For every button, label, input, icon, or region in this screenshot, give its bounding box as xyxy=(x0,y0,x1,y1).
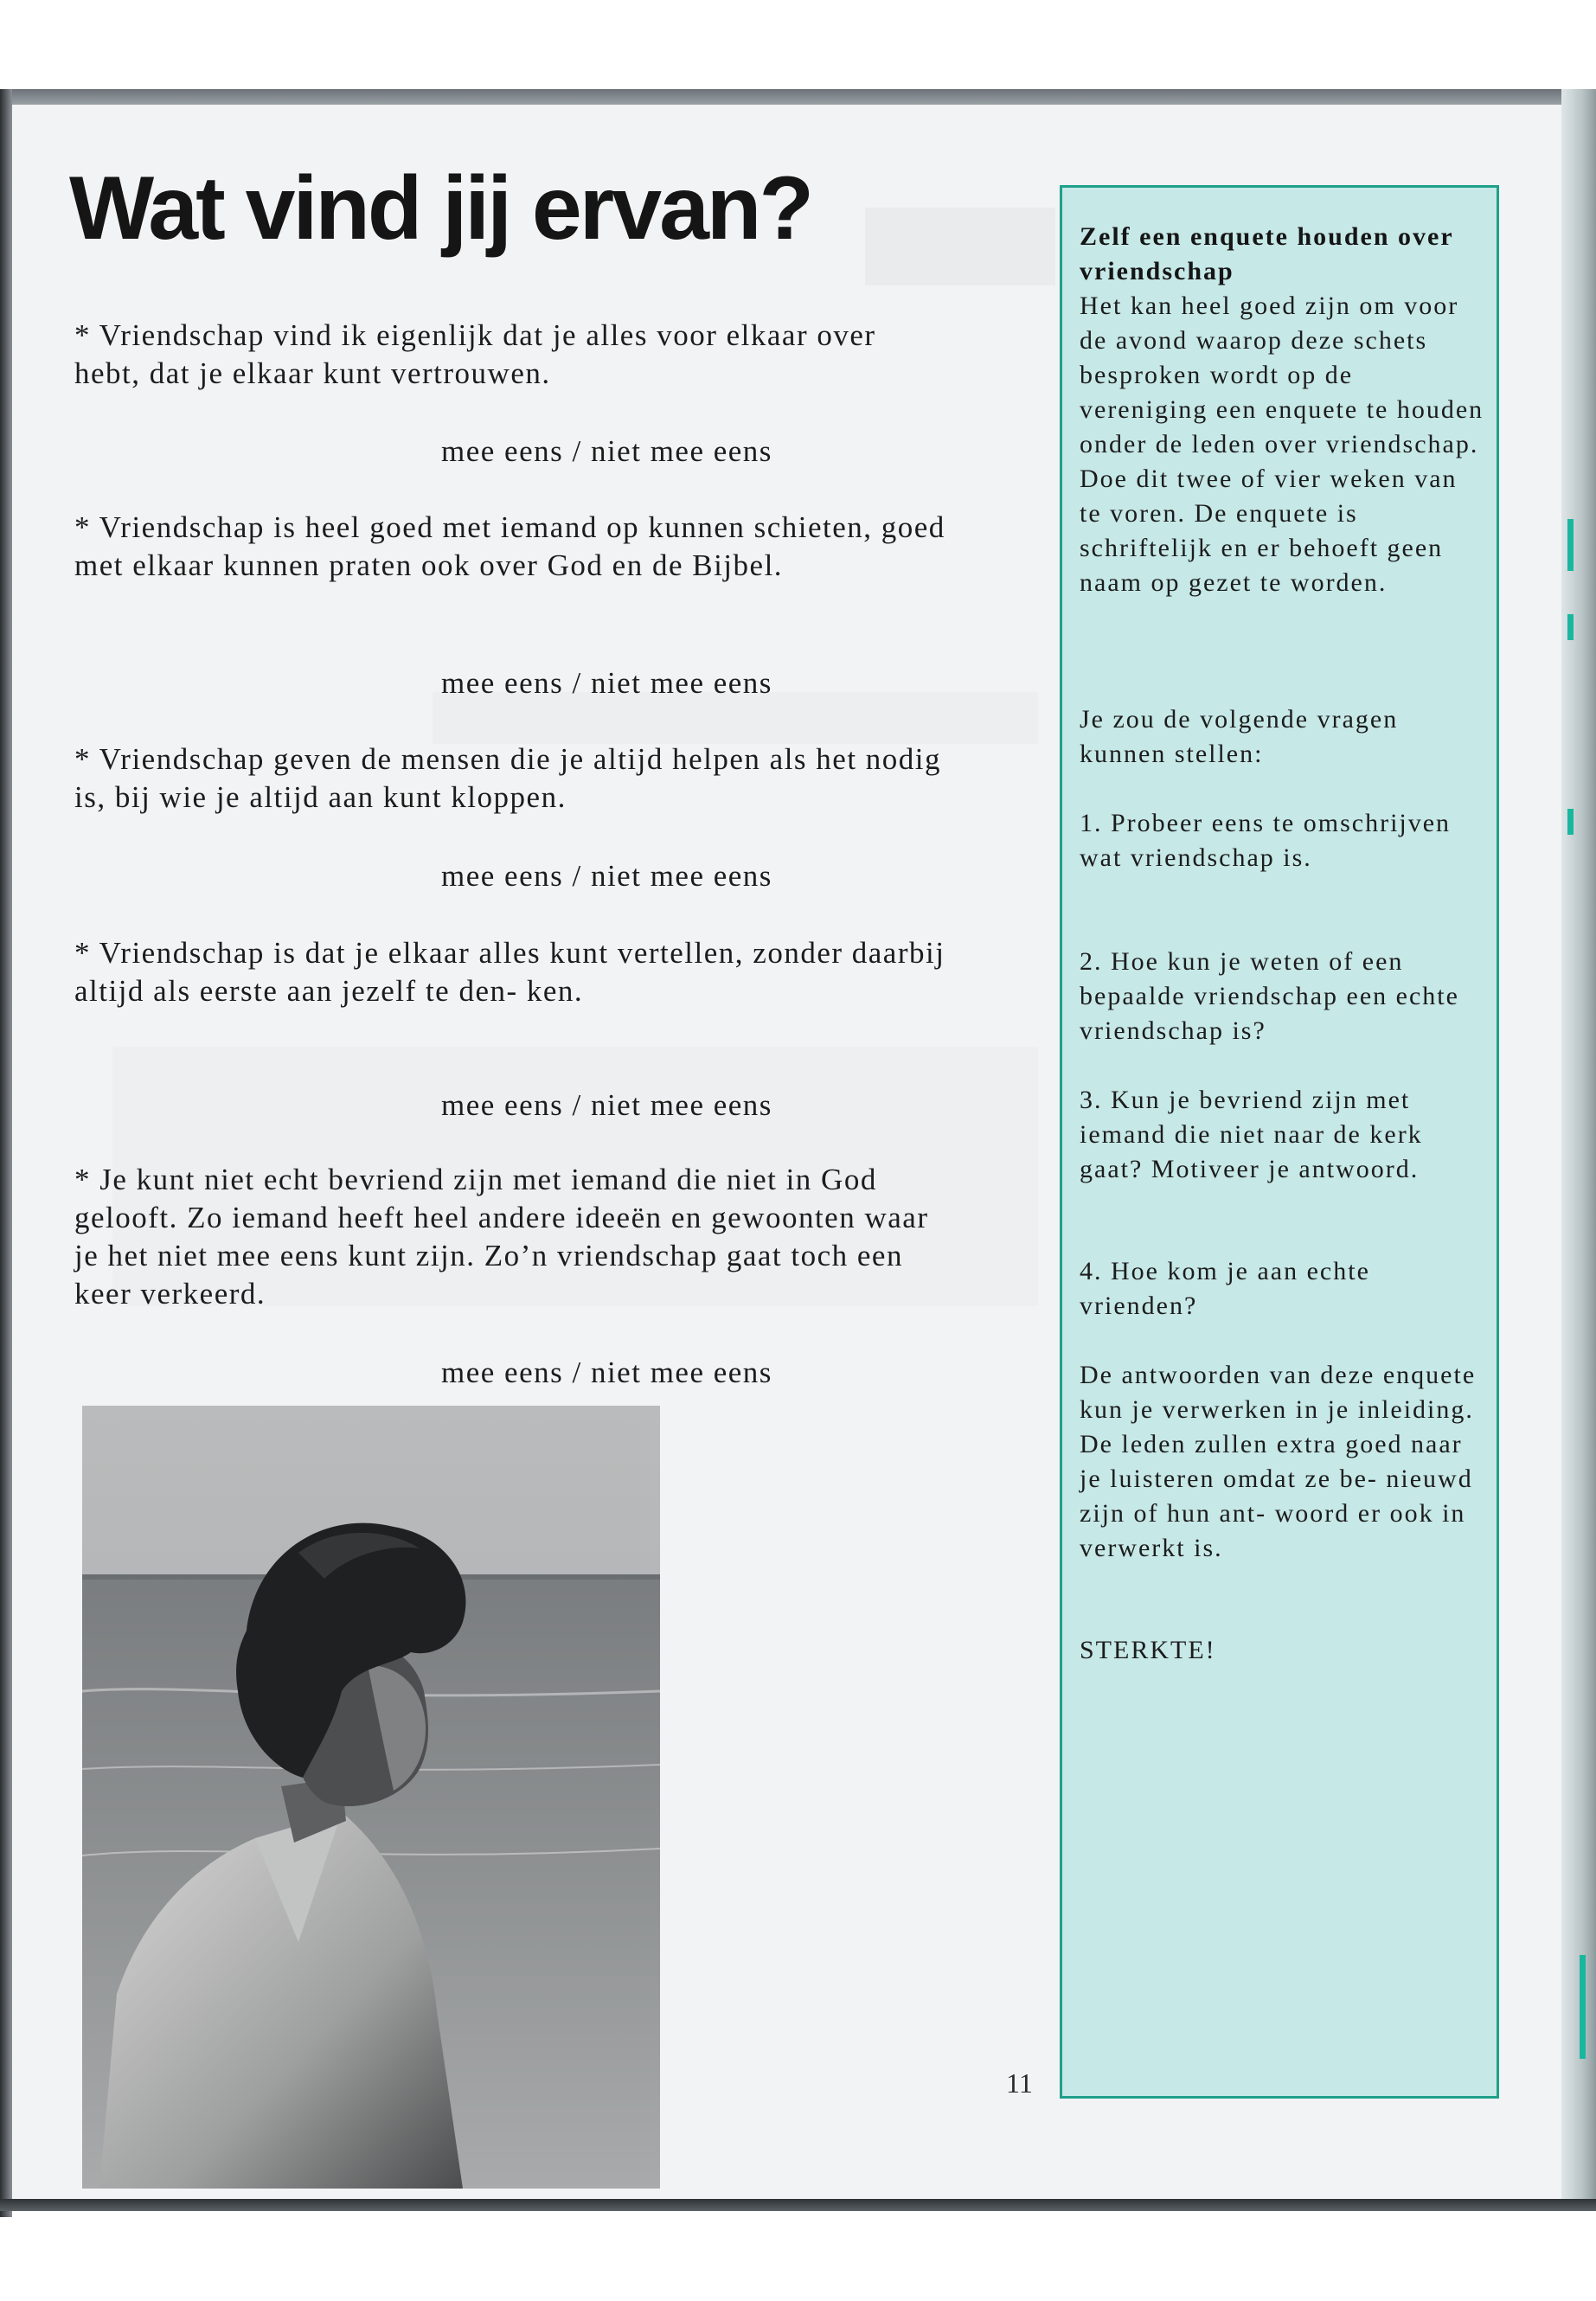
answer-option-4: mee eens / niet mee eens xyxy=(441,1088,772,1122)
book-edge-mark xyxy=(1567,614,1574,640)
scan-edge-left xyxy=(0,89,12,2217)
answer-option-1: mee eens / niet mee eens xyxy=(441,434,772,468)
answer-option-5: mee eens / niet mee eens xyxy=(441,1356,772,1389)
book-edge-mark xyxy=(1580,1955,1586,2059)
sidebar-signoff: STERKTE! xyxy=(1080,1636,1216,1664)
photo-person-at-beach xyxy=(82,1406,660,2189)
statement-4: * Vriendschap is dat je elkaar alles kunt vertellen, zonder daarbij altijd als eerste aan jezelf te den- ken. xyxy=(74,936,945,1008)
book-edge-mark xyxy=(1567,809,1574,835)
sidebar-intro: Het kan heel goed zijn om voor de avond waarop deze schets besproken wordt op de vereniging een enquete te houden onder de leden over vriendschap. Doe dit twee of vier weken van te voren. De enquete is schriftelijk en er behoeft geen naam op gezet te worden. xyxy=(1080,292,1484,597)
statement-5: * Je kunt niet echt bevriend zijn met iemand die niet in God gelooft. Zo iemand heeft heel andere ideeën en gewoonten waar je het niet mee eens kunt zijn. Zo’n vriendschap gaat toch een keer verkeerd. xyxy=(74,1163,929,1311)
sidebar-lead: Je zou de volgende vragen kunnen stellen: xyxy=(1080,705,1399,768)
sidebar-question-4: 4. Hoe kom je aan echte vrienden? xyxy=(1080,1257,1370,1320)
statement-3: * Vriendschap geven de mensen die je altijd helpen als het nodig is, bij wie je altijd aan kunt kloppen. xyxy=(74,742,942,814)
bleed-through xyxy=(865,208,1055,285)
sidebar-question-2: 2. Hoe kun je weten of een bepaalde vriendschap een echte vriendschap is? xyxy=(1080,947,1459,1045)
sidebar-heading: Zelf een enquete houden over vriendschap xyxy=(1080,222,1454,285)
answer-option-2: mee eens / niet mee eens xyxy=(441,666,772,700)
answer-option-3: mee eens / niet mee eens xyxy=(441,859,772,893)
sidebar-question-1: 1. Probeer eens te omschrijven wat vriendschap is. xyxy=(1080,809,1452,872)
page-title: Wat vind jij ervan? xyxy=(69,158,811,259)
scan-edge-top xyxy=(0,89,1596,105)
statement-1: * Vriendschap vind ik eigenlijk dat je alles voor elkaar over hebt, dat je elkaar kunt vertrouwen. xyxy=(74,318,876,390)
sidebar-closing: De antwoorden van deze enquete kun je verwerken in je inleiding. De leden zullen extra goed naar je luisteren omdat ze be- nieuwd zijn of hun ant- woord er ook in verwerkt is. xyxy=(1080,1361,1477,1562)
scan-edge-bottom xyxy=(0,2199,1596,2211)
sidebar-question-3: 3. Kun je bevriend zijn met iemand die niet naar de kerk gaat? Motiveer je antwoord. xyxy=(1080,1086,1423,1183)
scan-edge-right xyxy=(1561,89,1596,2200)
book-edge-mark xyxy=(1567,519,1574,571)
statement-2: * Vriendschap is heel goed met iemand op kunnen schieten, goed met elkaar kunnen praten ook over God en de Bijbel. xyxy=(74,510,945,582)
page-number: 11 xyxy=(1006,2067,1033,2099)
